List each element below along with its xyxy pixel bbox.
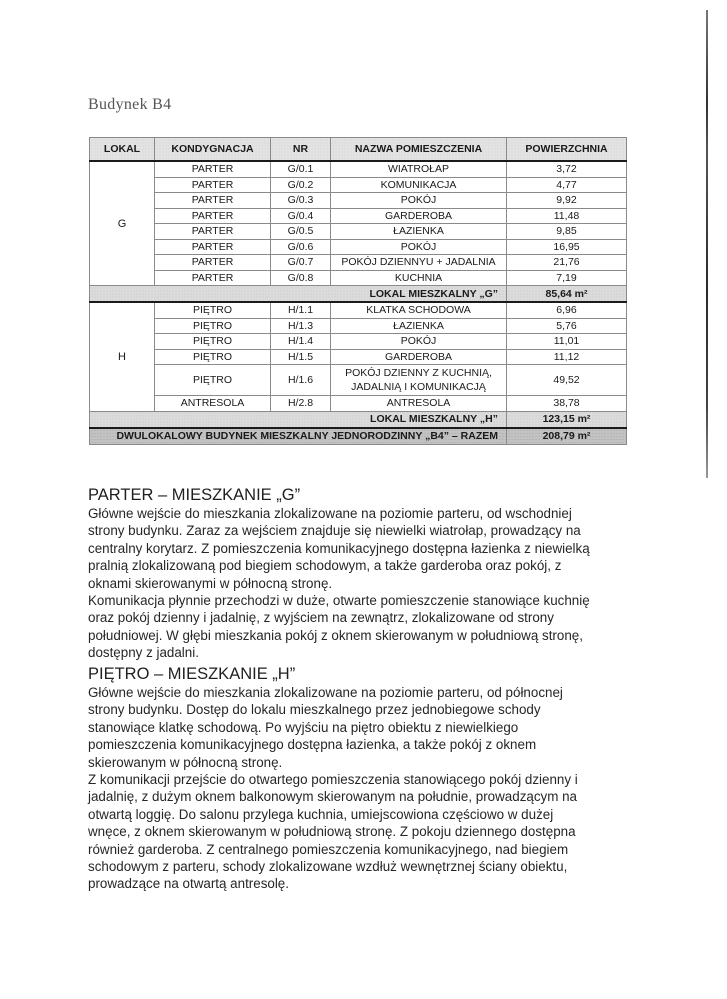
powierzchnia-cell: 3,72 bbox=[507, 161, 627, 177]
nr-cell: H/1.6 bbox=[271, 365, 331, 396]
kondygnacja-cell: PIĘTRO bbox=[155, 318, 271, 334]
paragraph-line: strony budynku. Dostęp do lokalu mieszkalnego przez jednobiegowe schody bbox=[88, 702, 541, 718]
paragraph-line: Główne wejście do mieszkania zlokalizowane na poziomie parteru, od północnej bbox=[88, 685, 563, 700]
header-nazwa: NAZWA POMIESZCZENIA bbox=[331, 138, 507, 162]
paragraph-line: otwartą loggię. Do salonu przylega kuchnia, umiejscowiona częściowo w dużej bbox=[88, 806, 554, 822]
grand-total-label: DWULOKALOWY BUDYNEK MIESZKALNY JEDNORODZINNY „B4” – RAZEM bbox=[90, 428, 507, 445]
paragraph-line: centralny korytarz. Z pomieszczenia komunikacyjnego dostępna łazienka z niewielką bbox=[88, 540, 590, 556]
subtotal-label: LOKAL MIESZKALNY „G” bbox=[90, 286, 507, 303]
table-row bbox=[90, 255, 627, 271]
powierzchnia-cell: 11,01 bbox=[507, 334, 627, 350]
kondygnacja-cell: PIĘTRO bbox=[155, 302, 271, 318]
section-pietro-h bbox=[88, 664, 668, 893]
nr-cell: G/0.2 bbox=[271, 177, 331, 193]
header-kondygnacja: KONDYGNACJA bbox=[155, 138, 271, 162]
powierzchnia-cell: 21,76 bbox=[507, 255, 627, 271]
powierzchnia-cell: 7,19 bbox=[507, 270, 627, 286]
nr-cell: G/0.4 bbox=[271, 208, 331, 224]
scan-edge-line bbox=[706, 10, 708, 478]
table-row bbox=[90, 208, 627, 224]
paragraph-line: pralnią zlokalizowaną pod biegiem schodowym, a także garderoba oraz pokój, z bbox=[88, 558, 562, 574]
subtotal-value: 123,15 m² bbox=[507, 411, 627, 428]
header-powierzchnia: POWIERZCHNIA bbox=[507, 138, 627, 162]
subtotal-label: LOKAL MIESZKALNY „H” bbox=[90, 411, 507, 428]
kondygnacja-cell: PIĘTRO bbox=[155, 334, 271, 350]
paragraph-line: stanowiące klatkę schodową. Po wyjściu na piętro obiektu z niewielkiego bbox=[88, 719, 519, 735]
kondygnacja-cell: PARTER bbox=[155, 239, 271, 255]
nazwa-cell: POKÓJ bbox=[331, 334, 507, 350]
kondygnacja-cell: PARTER bbox=[155, 208, 271, 224]
nazwa-line-1: POKÓJ DZIENNY Z KUCHNIĄ, bbox=[345, 367, 492, 379]
nr-cell: G/0.5 bbox=[271, 224, 331, 240]
table-row bbox=[90, 239, 627, 255]
nazwa-cell: ŁAZIENKA bbox=[331, 318, 507, 334]
kondygnacja-cell: PARTER bbox=[155, 177, 271, 193]
kondygnacja-cell: PARTER bbox=[155, 270, 271, 286]
table-row bbox=[90, 193, 627, 209]
nr-cell: G/0.1 bbox=[271, 161, 331, 177]
paragraph-line: oknami skierowanymi w północną stronę. bbox=[88, 575, 333, 591]
nazwa-cell: POKÓJ bbox=[331, 193, 507, 209]
table-row bbox=[90, 177, 627, 193]
nazwa-cell: KLATKA SCHODOWA bbox=[331, 302, 507, 318]
kondygnacja-cell: PIĘTRO bbox=[155, 365, 271, 396]
nazwa-cell: GARDEROBA bbox=[331, 208, 507, 224]
subtotal-row-g bbox=[90, 286, 627, 303]
kondygnacja-cell: PARTER bbox=[155, 224, 271, 240]
powierzchnia-cell: 9,92 bbox=[507, 193, 627, 209]
nr-cell: H/1.3 bbox=[271, 318, 331, 334]
nr-cell: G/0.8 bbox=[271, 270, 331, 286]
section-parter-g bbox=[88, 485, 668, 662]
table-header-row bbox=[90, 138, 627, 162]
subtotal-value: 85,64 m² bbox=[507, 286, 627, 303]
subtotal-row-h bbox=[90, 411, 627, 428]
table-row bbox=[90, 365, 627, 396]
paragraph-line: schodowym z parteru, schody zlokalizowane wzdłuż wewnętrznej ściany obiektu, bbox=[88, 859, 568, 875]
table-row bbox=[90, 349, 627, 365]
nazwa-cell: KOMUNIKACJA bbox=[331, 177, 507, 193]
page-title: Budynek B4 bbox=[88, 96, 172, 113]
table-row bbox=[90, 224, 627, 240]
nazwa-cell: WIATROŁAP bbox=[331, 161, 507, 177]
kondygnacja-cell: PARTER bbox=[155, 193, 271, 209]
kondygnacja-cell: PIĘTRO bbox=[155, 349, 271, 365]
powierzchnia-cell: 38,78 bbox=[507, 396, 627, 412]
nazwa-cell: KUCHNIA bbox=[331, 270, 507, 286]
table-row bbox=[90, 318, 627, 334]
grand-total-row bbox=[90, 428, 627, 445]
header-nr: NR bbox=[271, 138, 331, 162]
powierzchnia-cell: 9,85 bbox=[507, 224, 627, 240]
paragraph-line: oraz pokój dzienny i jadalnię, z wyjściem na zewnątrz, zlokalizowane od strony bbox=[88, 610, 554, 626]
powierzchnia-cell: 16,95 bbox=[507, 239, 627, 255]
paragraph-line: południowej. W głębi mieszkania pokój z oknem skierowanym w południową stronę, bbox=[88, 627, 583, 643]
paragraph-line: Z komunikacji przejście do otwartego pomieszczenia stanowiącego pokój dzienny i bbox=[88, 772, 578, 788]
nr-cell: G/0.6 bbox=[271, 239, 331, 255]
table-row bbox=[90, 334, 627, 350]
nazwa-line-2: JADALNIĄ I KOMUNIKACJĄ bbox=[351, 381, 486, 393]
paragraph-line: jadalnię, z dużym oknem balkonowym skierowanym na południe, prowadzącym na bbox=[88, 789, 578, 805]
paragraph-line: prowadzące na otwartą antresolę. bbox=[88, 876, 289, 892]
header-lokal: LOKAL bbox=[90, 138, 155, 162]
nr-cell: H/2.8 bbox=[271, 396, 331, 412]
paragraph-line: strony budynku. Zaraz za wejściem znajduje się niewielki wiatrołap, prowadzący na bbox=[88, 523, 581, 539]
paragraph-line: skierowanym w północną stronę. bbox=[88, 754, 283, 770]
nr-cell: G/0.3 bbox=[271, 193, 331, 209]
lokal-cell: G bbox=[90, 161, 155, 286]
powierzchnia-cell: 5,76 bbox=[507, 318, 627, 334]
nr-cell: G/0.7 bbox=[271, 255, 331, 271]
kondygnacja-cell: PARTER bbox=[155, 255, 271, 271]
powierzchnia-cell: 4,77 bbox=[507, 177, 627, 193]
section-heading: PIĘTRO – MIESZKANIE „H” bbox=[88, 665, 296, 683]
nazwa-cell: POKÓJ DZIENNYU + JADALNIA bbox=[331, 255, 507, 271]
paragraph-line: pomieszczenia komunikacyjnego dostępna łazienka, a także pokój z oknem bbox=[88, 737, 537, 753]
paragraph-line: wnęce, z oknem skierowanym w południową stronę. Z pokoju dziennego dostępna bbox=[88, 824, 576, 840]
nazwa-cell: POKÓJ bbox=[331, 239, 507, 255]
rooms-table bbox=[89, 137, 627, 445]
kondygnacja-cell: ANTRESOLA bbox=[155, 396, 271, 412]
nazwa-cell: GARDEROBA bbox=[331, 349, 507, 365]
paragraph-line: Komunikacja płynnie przechodzi w duże, otwarte pomieszczenie stanowiące kuchnię bbox=[88, 593, 590, 609]
paragraph-line: Główne wejście do mieszkania zlokalizowane na poziomie parteru, od wschodniej bbox=[88, 506, 572, 521]
grand-total-value: 208,79 m² bbox=[507, 428, 627, 445]
table-row bbox=[90, 396, 627, 412]
table-row bbox=[90, 270, 627, 286]
powierzchnia-cell: 6,96 bbox=[507, 302, 627, 318]
table-row bbox=[90, 161, 627, 177]
section-heading: PARTER – MIESZKANIE „G” bbox=[88, 486, 301, 504]
lokal-cell: H bbox=[90, 302, 155, 411]
nazwa-cell: ANTRESOLA bbox=[331, 396, 507, 412]
powierzchnia-cell: 49,52 bbox=[507, 365, 627, 396]
nazwa-cell bbox=[331, 365, 507, 396]
nr-cell: H/1.1 bbox=[271, 302, 331, 318]
paragraph-line: dostępny z jadalni. bbox=[88, 645, 199, 661]
powierzchnia-cell: 11,48 bbox=[507, 208, 627, 224]
kondygnacja-cell: PARTER bbox=[155, 161, 271, 177]
table-row bbox=[90, 302, 627, 318]
nr-cell: H/1.4 bbox=[271, 334, 331, 350]
paragraph-line: również garderoba. Z centralnego pomieszczenia komunikacyjnego, nad biegiem bbox=[88, 841, 569, 857]
nr-cell: H/1.5 bbox=[271, 349, 331, 365]
powierzchnia-cell: 11,12 bbox=[507, 349, 627, 365]
nazwa-cell: ŁAZIENKA bbox=[331, 224, 507, 240]
